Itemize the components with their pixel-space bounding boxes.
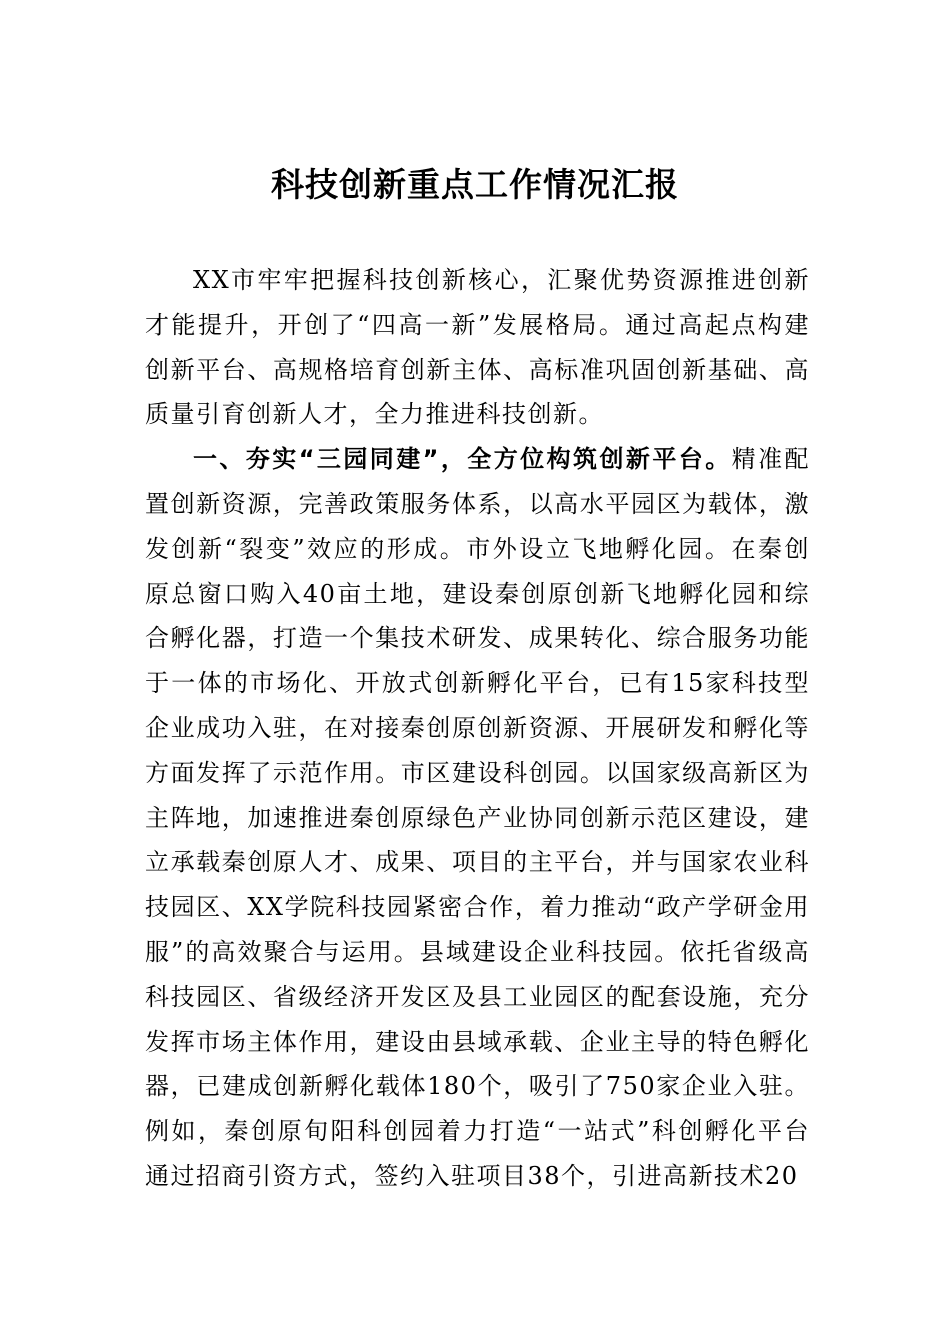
document-title: 科技创新重点工作情况汇报 [271,165,679,204]
section-1-text: 精准配置创新资源，完善政策服务体系，以高水平园区为载体，激发创新“裂变”效应的形成。市外设立飞地孵化园。在秦创原总窗口购入40亩土地，建设秦创原创新飞地孵化园和综合孵化器，打造一个集技术研发、成果转化、综合服务功能于一体的市场化、开放式创新孵化平台，已有15家科技型企业成功入驻，在对接秦创原创新资源、开展研发和孵化等方面发挥了示范作用。市区建设科创园。以国家级高新区为主阵地，加速推进秦创原绿色产业协同创新示范区建设，建立承载秦创原人才、成果、项目的主平台，并与国家农业科技园区、XX学院科技园紧密合作，着力推动“政产学研金用服”的高效聚合与运用。县域建设企业科技园。依托省级高科技园区、省级经济开发区及县工业园区的配套设施，充分发挥市场主体作用，建设由县域承载、企业主导的特色孵化器，已建成创新孵化载体180个，吸引了750家企业入驻。例如，秦创原旬阳科创园着力打造“一站式”科创孵化平台通过招商引资方式，签约入驻项目38个，引进高新技术20 [145,445,811,1190]
document-body [145,258,810,1199]
intro-paragraph: XX市牢牢把握科技创新核心，汇聚优势资源推进创新才能提升，开创了“四高一新”发展格局。通过高起点构建创新平台、高规格培育创新主体、高标准巩固创新基础、高质量引育创新人才，全力推进科技创新。 [145,266,810,429]
section-1-paragraph [145,437,810,1199]
section-1-heading: 一、夯实“三园同建”，全方位构筑创新平台。 [193,445,732,474]
